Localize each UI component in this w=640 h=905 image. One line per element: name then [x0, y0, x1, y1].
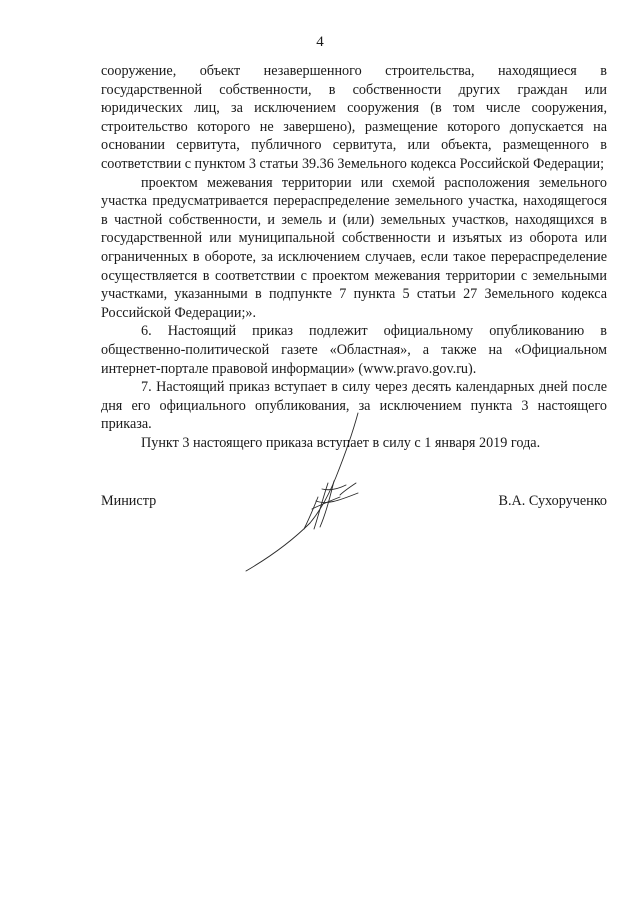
- signatory-name: В.А. Сухорученко: [498, 493, 607, 509]
- paragraph-item-6: 6. Настоящий приказ подлежит официальному опубликованию в общественно-политической газете «Областная», а также на «Официальном интернет-портале правовой информации» (www.pravo.gov.ru).: [101, 323, 607, 377]
- signature-block: [101, 493, 607, 510]
- paragraph-item-7: 7. Настоящий приказ вступает в силу через десять календарных дней после дня его официального опубликования, за исключением пункта 3 настоящего приказа.: [101, 379, 607, 433]
- page-number: 4: [316, 34, 324, 50]
- paragraph-item-3-effective-date: Пункт 3 настоящего приказа вступает в силу с 1 января 2019 года.: [141, 434, 541, 451]
- paragraph-continuation: сооружение, объект незавершенного строительства, находящиеся в государственной собственности, в собственности других граждан или юридических лиц, за исключением сооружения (в том числе сооружения, строительство которого не завершено), размещение которого допускается на основании сервитута, публичного сервитута, или объекта, размещенного в соответствии с пунктом 3 статьи 39.36 Земельного кодекса Российской Федерации;: [101, 63, 607, 172]
- paragraph-redistribution-clause: проектом межевания территории или схемой расположения земельного участка предусматривается перераспределение земельного участка, находящегося в частной собственности, и земель и (или) земельных участков, находящихся в государственной или муниципальной собственности и изъятых из оборота или ограниченных в обороте, за исключением случаев, если такое перераспределение осуществляется в соответствии с проектом межевания территории с земельными участками, указанными в подпункте 7 пункта 5 статьи 27 Земельного кодекса Российской Федерации;».: [101, 174, 607, 321]
- document-body: [101, 62, 607, 452]
- signatory-position: Министр: [101, 493, 157, 509]
- handwritten-signature: [240, 405, 380, 575]
